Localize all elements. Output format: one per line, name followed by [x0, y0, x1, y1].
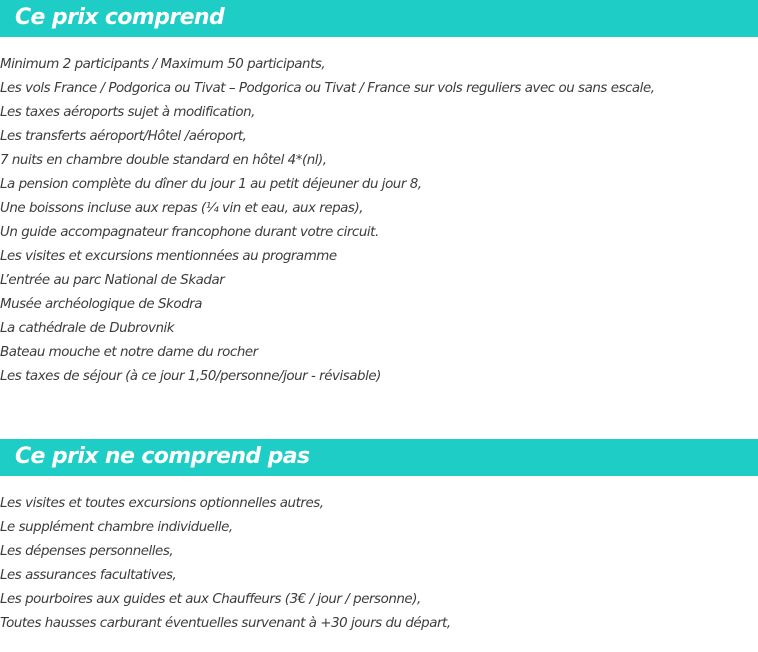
included-item-transfers: Les transferts aéroport/Hôtel /aéroport,	[0, 129, 247, 144]
not-included-items-list	[0, 492, 758, 636]
not-included-section-header	[0, 439, 758, 476]
included-item-skadar-park: L’entrée au parc National de Skadar	[0, 273, 225, 288]
included-item-boat: Bateau mouche et notre dame du rocher	[0, 345, 258, 360]
included-section-title: Ce prix comprend	[15, 5, 225, 30]
included-item-minimum-participants: Minimum 2 participants / Maximum 50 participants,	[0, 57, 326, 72]
included-item-skodra-museum: Musée archéologique de Skodra	[0, 297, 202, 312]
included-item-guide: Un guide accompagnateur francophone durant votre circuit.	[0, 225, 379, 240]
not-included-item-fuel-surcharge: Toutes hausses carburant éventuelles survenant à +30 jours du départ,	[0, 616, 451, 631]
included-items-list	[0, 53, 758, 389]
included-item-dubrovnik-cathedral: La cathédrale de Dubrovnik	[0, 321, 175, 336]
included-section-header	[0, 0, 758, 37]
not-included-section-title: Ce prix ne comprend pas	[15, 444, 310, 469]
not-included-item-tips: Les pourboires aux guides et aux Chauffeurs (3€ / jour / personne),	[0, 592, 421, 607]
included-item-visits: Les visites et excursions mentionnées au programme	[0, 249, 337, 264]
not-included-item-insurance: Les assurances facultatives,	[0, 568, 177, 583]
included-item-flights: Les vols France / Podgorica ou Tivat – Podgorica ou Tivat / France sur vols reguliers avec ou sans escale,	[0, 81, 655, 96]
not-included-item-optional-excursions: Les visites et toutes excursions optionnelles autres,	[0, 496, 324, 511]
included-item-tourist-tax: Les taxes de séjour (à ce jour 1,50/personne/jour - révisable)	[0, 369, 381, 384]
not-included-item-single-supplement: Le supplément chambre individuelle,	[0, 520, 233, 535]
included-item-drinks: Une boissons incluse aux repas (¼ vin et eau, aux repas),	[0, 201, 364, 216]
included-item-hotel-nights: 7 nuits en chambre double standard en hôtel 4*(nl),	[0, 153, 327, 168]
not-included-item-personal-expenses: Les dépenses personnelles,	[0, 544, 174, 559]
included-item-airport-taxes: Les taxes aéroports sujet à modification,	[0, 105, 255, 120]
included-item-full-board: La pension complète du dîner du jour 1 au petit déjeuner du jour 8,	[0, 177, 422, 192]
